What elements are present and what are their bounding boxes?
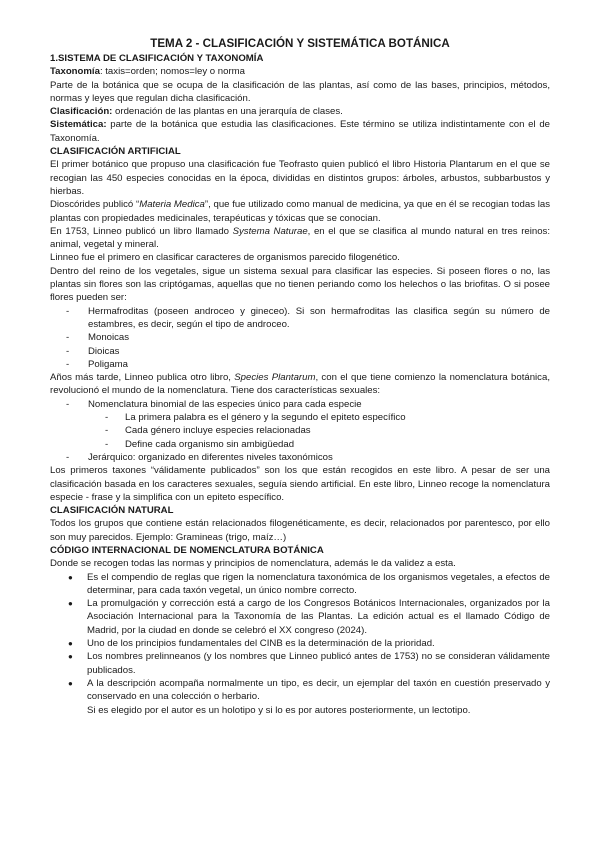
clasificacion-text: ordenación de las plantas en una jerarquía de clases. xyxy=(112,106,343,118)
section-heading-artificial: CLASIFICACIÓN ARTIFICIAL xyxy=(50,146,181,158)
paragraph-linneo: Linneo fue el primero en clasificar caracteres de organismos parecido filogenético. xyxy=(50,252,400,264)
list-item: ● Los nombres prelinneanos (y los nombres que Linneo publicó antes de 1753) no se consideran válidamente publicados. xyxy=(50,650,550,677)
taxonomia-label: Taxonomía xyxy=(50,66,100,78)
taxonomia-line xyxy=(50,65,550,78)
clasificacion-label: Clasificación: xyxy=(50,106,113,118)
paragraph-sistema-sexual: Dentro del reino de los vegetales, sigue un sistema sexual para clasificar las especies. Si poseen flores o no, las plantas sin flores son las criptógamas, aquellas que no tienen periando como los helechos o las briofitas. O si posee flores pueden ser: xyxy=(50,265,550,304)
section-heading-natural: CLASIFICACIÓN NATURAL xyxy=(50,505,174,517)
section-heading-codigo: CÓDIGO INTERNACIONAL DE NOMENCLATURA BOTÁNICA xyxy=(50,544,324,556)
list-item: - Define cada organismo sin ambigüedad xyxy=(50,438,550,451)
list-item: - Monoicas xyxy=(50,331,550,344)
paragraph-systema-naturae xyxy=(50,225,550,252)
codigo-bullets xyxy=(50,571,550,717)
list-item: - Dioicas xyxy=(50,345,550,358)
taxonomia-text: : taxis=orden; nomos=ley o norma xyxy=(99,66,245,78)
paragraph-taxones: Los primeros taxones “válidamente publicados” son los que están recogidos en este libro. A pesar de ser una clasificación basada en los caracteres sexuales, seguía siendo artificial. En este libro, Linneo recoge la nomenclatura especie - frase y la simplifica con un epiteto específico. xyxy=(50,465,550,503)
page-title: TEMA 2 - CLASIFICACIÓN Y SISTEMÁTICA BOTÁNICA xyxy=(150,37,450,50)
paragraph-species-plantarum xyxy=(50,371,550,398)
paragraph-codigo-intro: Donde se recogen todas las normas y principios de nomenclatura, además le da validez a esta. xyxy=(50,558,456,570)
list-item: - Cada género incluye especies relacionadas xyxy=(50,424,550,437)
list-item: - Jerárquico: organizado en diferentes niveles taxonómicos xyxy=(50,451,550,464)
taxonomia-definition: Parte de la botánica que se ocupa de la clasificación de las plantas, así como de las bases, principios, métodos, normas y leyes que regulan dicha clasificación. xyxy=(50,79,550,104)
text-run: , en el que se clasifica al mundo natural en tres reinos: animal, vegetal y mineral. xyxy=(50,225,550,251)
sistematica-line xyxy=(50,118,550,145)
flores-list xyxy=(50,305,550,371)
sistematica-label: Sistemática: xyxy=(50,119,107,131)
list-item: ● La promulgación y corrección está a cargo de los Congresos Botánicos Internacionales, organizados por la Asociación Internacional para la Taxonomía de las Plantas. La edición actual es el llamado Código de Madrid, por la ciudad en donde se celebró el XX congreso (2024). xyxy=(50,597,550,637)
text-run: ”, que fue utilizado como manual de medicina, ya que en él se recogian todas las plantas con propiedades medicinales, terapéuticas y tóxicas que se conocian. xyxy=(50,199,551,224)
list-item: ● Es el compendio de reglas que rigen la nomenclatura taxonómica de los organismos vegetales, a efectos de determinar, para cada taxón vegetal, un único nombre correcto. xyxy=(50,571,550,598)
book-title: Materia Medica xyxy=(139,199,205,211)
list-item: - Poligama xyxy=(50,358,550,371)
text-run: Dioscórides publicó “ xyxy=(50,199,140,211)
paragraph-teofrasto: El primer botánico que propuso una clasificación fue Teofrasto quien publicó el libro Historia Plantarum en el que se recogian las 450 especies conocidas en la época, divididas en distintos grupos: árboles, arbustos, subbarbustos y hierbas. xyxy=(50,159,550,197)
binomial-sublist xyxy=(50,411,550,451)
paragraph-dioscorides xyxy=(50,198,550,225)
book-title: Species Plantarum xyxy=(234,372,316,384)
text-run: A la descripción acompaña normalmente un tipo, es decir, un ejemplar del taxón en cuestión preservado y conservado en una colección o herbario. xyxy=(87,677,550,703)
list-item xyxy=(50,677,550,717)
list-item: - La primera palabra es el género y la segundo el epiteto específico xyxy=(50,411,550,424)
clasificacion-line xyxy=(50,105,550,118)
list-item: ● Uno de los principios fundamentales del CINB es la determinación de la prioridad. xyxy=(50,637,550,650)
list-item: - Nomenclatura binomial de las especies único para cada especie xyxy=(50,398,550,411)
text-run: Años más tarde, Linneo publica otro libro, xyxy=(50,372,235,384)
book-title: Systema Naturae xyxy=(232,225,308,237)
caracteristicas-list xyxy=(50,398,550,411)
section-heading-sistema: 1.SISTEMA DE CLASIFICACIÓN Y TAXONOMÍA xyxy=(50,53,264,64)
caracteristicas-list-2 xyxy=(50,451,550,464)
text-run: En 1753, Linneo publicó un libro llamado xyxy=(50,225,233,237)
paragraph-natural: Todos los grupos que contiene están relacionados filogenéticamente, es decir, relacionados por parentesco, por ello son muy parecidos. Ejemplo: Gramineas (trigo, maíz…) xyxy=(50,518,550,543)
sistematica-text: parte de la botánica que estudia las clasificaciones. Este término se utiliza indistintamente con el de Taxonomía. xyxy=(50,119,550,144)
text-run: , con el que tiene comienzo la nomenclatura botánica, revolucionó el mundo de la nomenclatura. Tiene dos características sexuales: xyxy=(50,372,550,397)
list-item: - Hermafroditas (poseen androceo y gineceo). Si son hermafroditas las clasifica según su número de estambres, es decir, según el tipo de androceo. xyxy=(50,305,550,332)
tipo-extra: Si es elegido por el autor es un holotipo y si lo es por autores posteriormente, un lectotipo. xyxy=(87,704,471,716)
